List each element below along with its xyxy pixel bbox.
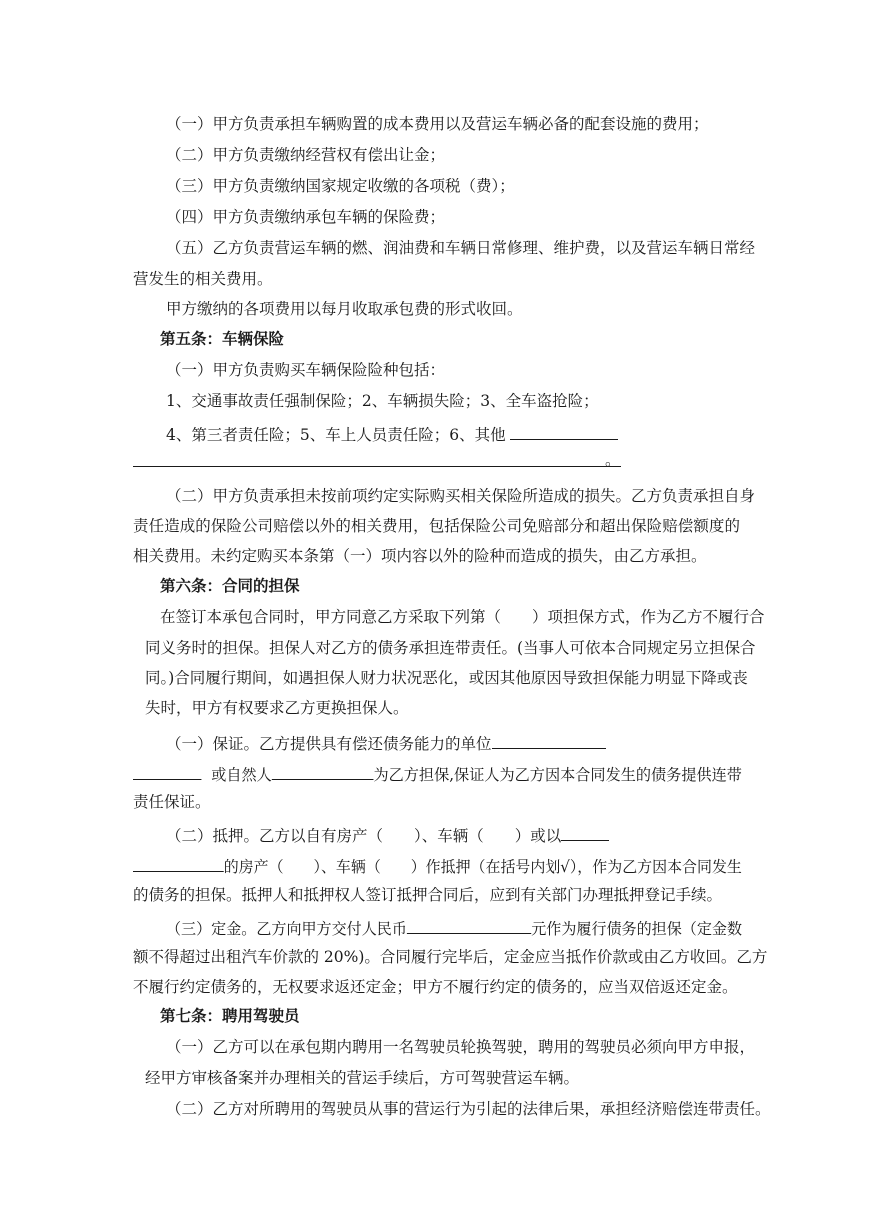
other-insurance-blank[interactable] [510,422,618,440]
mortgage-line-2 [133,854,742,874]
clause-7-item-1-line-2: 经甲方审核备案并办理相关的营运手续后，方可驾驶营运车辆。 [145,1069,580,1087]
mortgage-line-3: 的债务的担保。抵押人和抵押权人签订抵押合同后，应到有关部门办理抵押登记手续。 [133,886,723,904]
other-insurance-blank-line[interactable] [133,466,621,467]
clause-4-item-5-line-1: （五）乙方负责营运车辆的燃、润油费和车辆日常修理、维护费，以及营运车辆日常经 [166,239,756,257]
guarantee-clause-text: 为乙方担保,保证人为乙方因本合同发生的债务提供连带 [373,766,742,784]
clause-6-para-line-3: 同。)合同履行期间，如遇担保人财力状况恶化，或因其他原因导致担保能力明显下降或丧 [145,669,748,687]
clause-4-item-2: （二）甲方负责缴纳经营权有偿出让金； [166,146,446,164]
insurance-list-line-1: 1、交通事故责任强制保险；2、车辆损失险；3、全车盗抢险； [166,392,599,410]
clause-6-para-line-4: 失时，甲方有权要求乙方更换担保人。 [145,699,409,717]
insurance-list-text: 4、第三者责任险；5、车上人员责任险；6、其他 [166,426,506,444]
deposit-line-3: 不履行约定债务的，无权要求返还定金；甲方不履行约定的债务的，应当双倍返还定金。 [133,978,738,996]
guarantee-line-2 [133,762,742,782]
clause-6-para-line-2: 同义务时的担保。担保人对乙方的债务承担连带责任。(当事人可依本合同规定另立担保合 [145,639,756,657]
insurance-list-end: 。 [605,451,621,469]
deposit-amount-blank[interactable] [407,916,531,934]
clause-4-item-1: （一）甲方负责承担车辆购置的成本费用以及营运车辆必备的配套设施的费用； [166,115,709,133]
deposit-text: （三）定金。乙方向甲方交付人民币 [166,920,407,938]
clause-4-item-4: （四）甲方负责缴纳承包车辆的保险费； [166,208,446,226]
clause-7-item-2: （二）乙方对所聘用的驾驶员从事的营运行为引起的法律后果，承担经济赔偿连带责任。 [166,1100,771,1118]
guarantor-person-blank[interactable] [272,762,374,780]
clause-7-item-1-line-1: （一）乙方可以在承包期内聘用一名驾驶员轮换驾驶，聘用的驾驶员必须向甲方申报， [166,1038,756,1056]
or-natural-person-text: 或自然人 [211,766,272,784]
guarantee-line-1 [166,731,606,751]
guarantor-unit-blank[interactable] [492,731,606,749]
guarantor-unit-blank-cont[interactable] [133,762,201,780]
clause-5-item-2-line-2: 责任造成的保险公司赔偿以外的相关费用，包括保险公司免赔部分和超出保险赔偿额度的 [133,517,740,535]
mortgage-line-1 [166,823,609,843]
clause-5-title: 第五条：车辆保险 [160,330,285,348]
deposit-line-2: 额不得超过出租汽车价款的 20%)。合同履行完毕后，定金应当抵作价款或由乙方收回。乙方 [133,948,768,966]
guarantee-text: （一）保证。乙方提供具有偿还债务能力的单位 [166,735,492,753]
insurance-list-line-2 [166,422,618,442]
deposit-clause-text: 元作为履行债务的担保（定金数 [531,920,743,938]
clause-5-item-2-line-3: 相关费用。未约定购买本条第（一）项内容以外的险种而造成的损失，由乙方承担。 [133,547,707,565]
mortgage-owner-blank-cont[interactable] [133,854,224,872]
clause-7-title: 第七条：聘用驾驶员 [160,1007,300,1025]
clause-6-para-line-1: 在签订本承包合同时，甲方同意乙方采取下列第（ ）项担保方式，作为乙方不履行合 [160,608,765,626]
mortgage-clause-text: 的房产（ ）、车辆（ ）作抵押（在括号内划√），作为乙方因本合同发生 [223,858,742,876]
clause-5-item-2-line-1: （二）甲方负责承担未按前项约定实际购买相关保险所造成的损失。乙方负责承担自身 [166,487,756,505]
clause-5-item-1: （一）甲方负责购买车辆保险险种包括： [166,361,446,379]
guarantee-line-3: 责任保证。 [133,793,211,811]
mortgage-owner-blank[interactable] [561,823,609,841]
clause-6-title: 第六条：合同的担保 [160,577,300,595]
clause-4-note: 甲方缴纳的各项费用以每月收取承包费的形式收回。 [166,300,523,318]
mortgage-text: （二）抵押。乙方以自有房产（ ）、车辆（ ）或以 [166,827,562,845]
deposit-line-1 [166,916,742,936]
clause-4-item-3: （三）甲方负责缴纳国家规定收缴的各项税（费）； [166,177,515,195]
clause-4-item-5-line-2: 营发生的相关费用。 [133,270,273,288]
